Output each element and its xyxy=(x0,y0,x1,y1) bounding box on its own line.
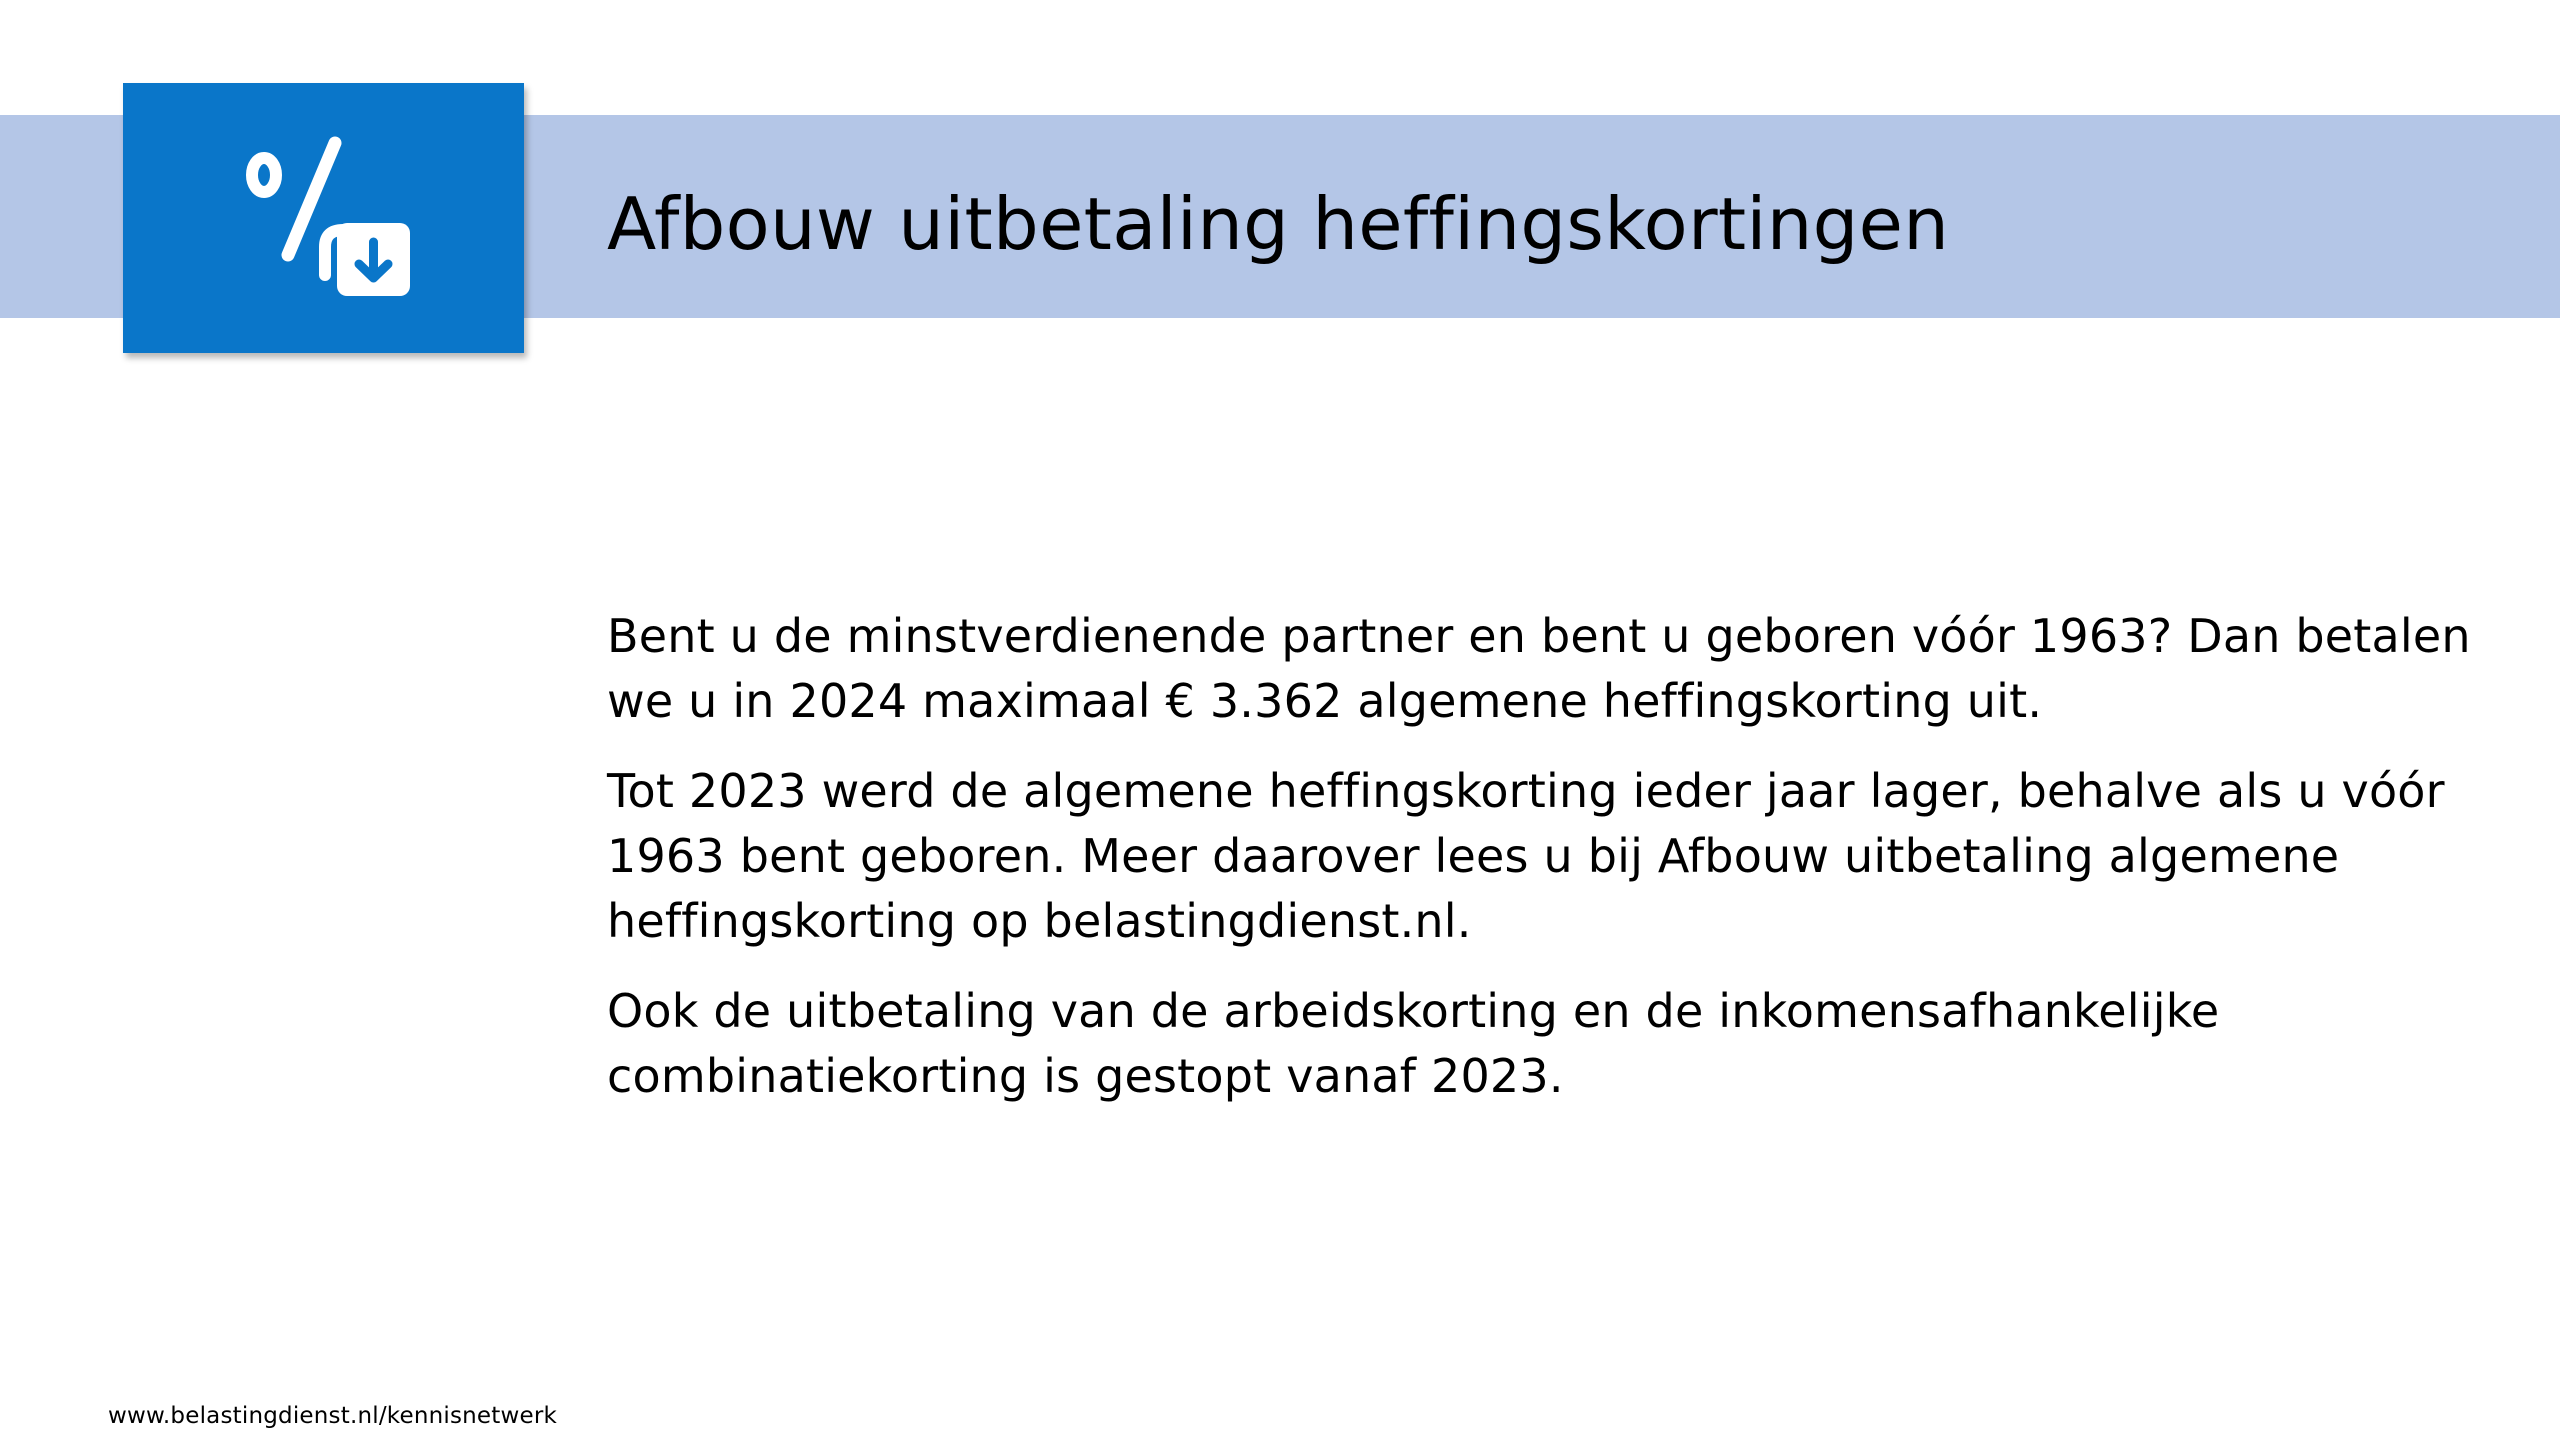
body-paragraph: Ook de uitbetaling van de arbeidskorting en de inkomensafhankelijke combinatiekorting is gestopt vanaf 2023. xyxy=(607,984,2220,1103)
percent-download-icon xyxy=(123,83,524,353)
slide-title: Afbouw uitbetaling heffingskortingen xyxy=(607,182,1950,266)
slide-body xyxy=(607,604,2487,1134)
body-paragraph: Bent u de minstverdienende partner en bent u geboren vóór 1963? Dan betalen we u in 2024 maximaal € 3.362 algemene heffingskorting uit. xyxy=(607,609,2471,728)
footer-url: www.belastingdienst.nl/kennisnetwerk xyxy=(108,1403,558,1429)
title-icon-box xyxy=(123,83,524,353)
body-paragraph: Tot 2023 werd de algemene heffingskorting ieder jaar lager, behalve als u vóór 1963 bent geboren. Meer daarover lees u bij Afbouw uitbetaling algemene heffingskorting op belastingdienst.nl. xyxy=(607,764,2445,948)
